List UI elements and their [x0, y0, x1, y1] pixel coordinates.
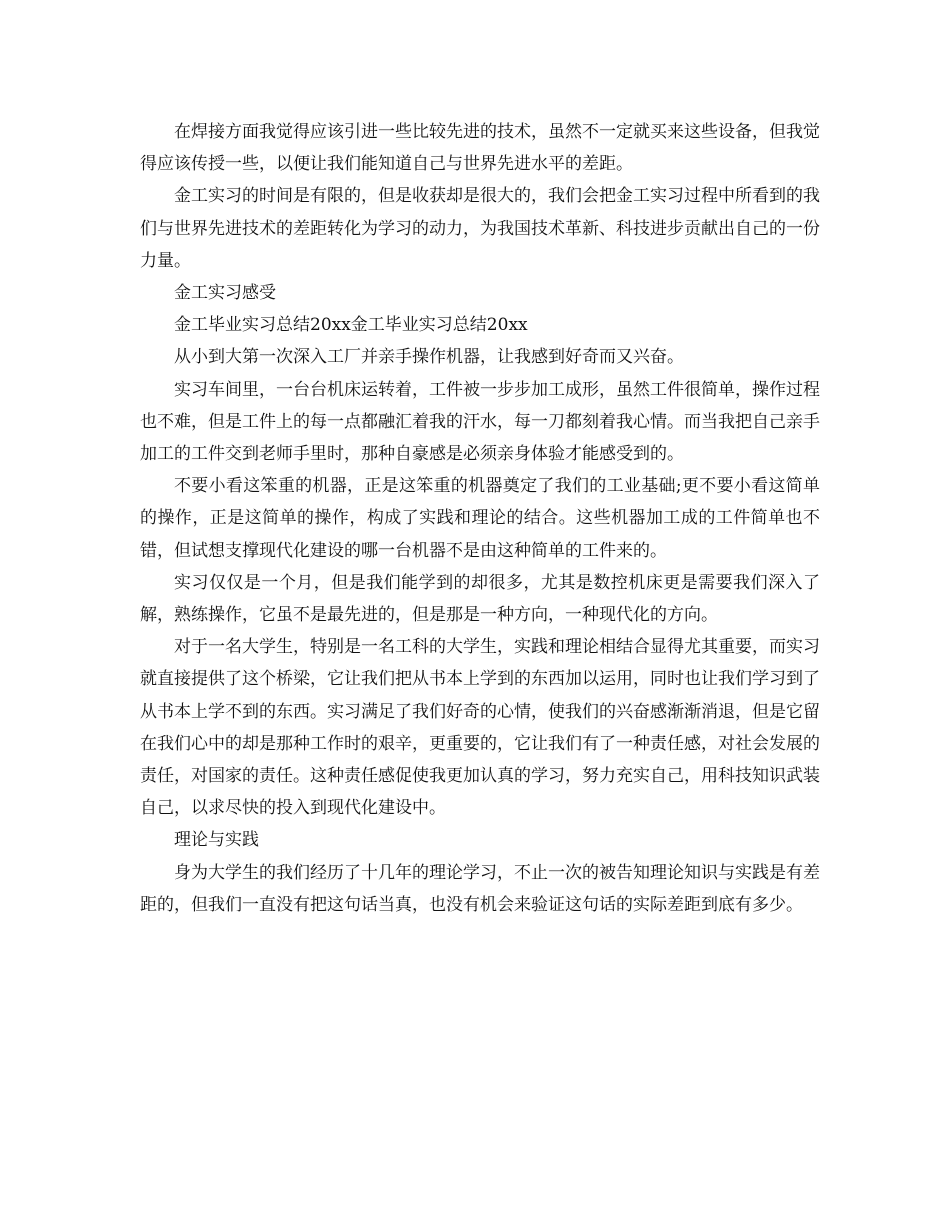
paragraph-cnc: 实习仅仅是一个月，但是我们能学到的却很多，尤其是数控机床更是需要我们深入了解，熟练操作，它虽不是最先进的，但是那是一种方向，一种现代化的方向。	[140, 572, 820, 626]
paragraph-first-factory: 从小到大第一次深入工厂并亲手操作机器，让我感到好奇而又兴奋。	[174, 347, 684, 368]
paragraph-welding: 在焊接方面我觉得应该引进一些比较先进的技术，虽然不一定就买来这些设备，但我觉得应该传授一些，以便让我们能知道自己与世界先进水平的差距。	[140, 122, 820, 175]
paragraph-machines: 不要小看这笨重的机器，正是这笨重的机器奠定了我们的工业基础;更不要小看这简单的操作，正是这简单的操作，构成了实践和理论的结合。这些机器加工成的工件简单也不错，但试想支撑现代化建设的哪一台机器不是由这种简单的工件来的。	[140, 476, 820, 561]
section-subheading-summary: 金工毕业实习总结20xx金工毕业实习总结20xx	[174, 315, 528, 336]
section-heading-impressions: 金工实习感受	[174, 283, 276, 304]
paragraph-theory-gap: 身为大学生的我们经历了十几年的理论学习，不止一次的被告知理论知识与实践是有差距的，但我们一直没有把这句话当真，也没有机会来验证这句话的实际差距到底有多少。	[140, 862, 820, 915]
paragraph-internship-value: 金工实习的时间是有限的，但是收获却是很大的，我们会把金工实习过程中所看到的我们与世界先进技术的差距转化为学习的动力，为我国技术革新、科技进步贡献出自己的一份力量。	[140, 186, 820, 271]
section-heading-theory-practice: 理论与实践	[174, 830, 259, 851]
document-body	[140, 116, 820, 921]
paragraph-theory-practice-bridge: 对于一名大学生，特别是一名工科的大学生，实践和理论相结合显得尤其重要，而实习就直接提供了这个桥梁，它让我们把从书本上学到的东西加以运用，同时也让我们学习到了从书本上学不到的东西。实习满足了我们好奇的心情，使我们的兴奋感渐渐消退，但是它留在我们心中的却是那种工作时的艰辛，更重要的，它让我们有了一种责任感，对社会发展的责任，对国家的责任。这种责任感促使我更加认真的学习，努力充实自己，用科技知识武装自己，以求尽快的投入到现代化建设中。	[140, 637, 820, 819]
paragraph-workshop: 实习车间里，一台台机床运转着，工件被一步步加工成形，虽然工件很简单，操作过程也不难，但是工件上的每一点都融汇着我的汗水，每一刀都刻着我心情。而当我把自己亲手加工的工件交到老师手里时，那种自豪感是必须亲身体验才能感受到的。	[140, 379, 820, 465]
